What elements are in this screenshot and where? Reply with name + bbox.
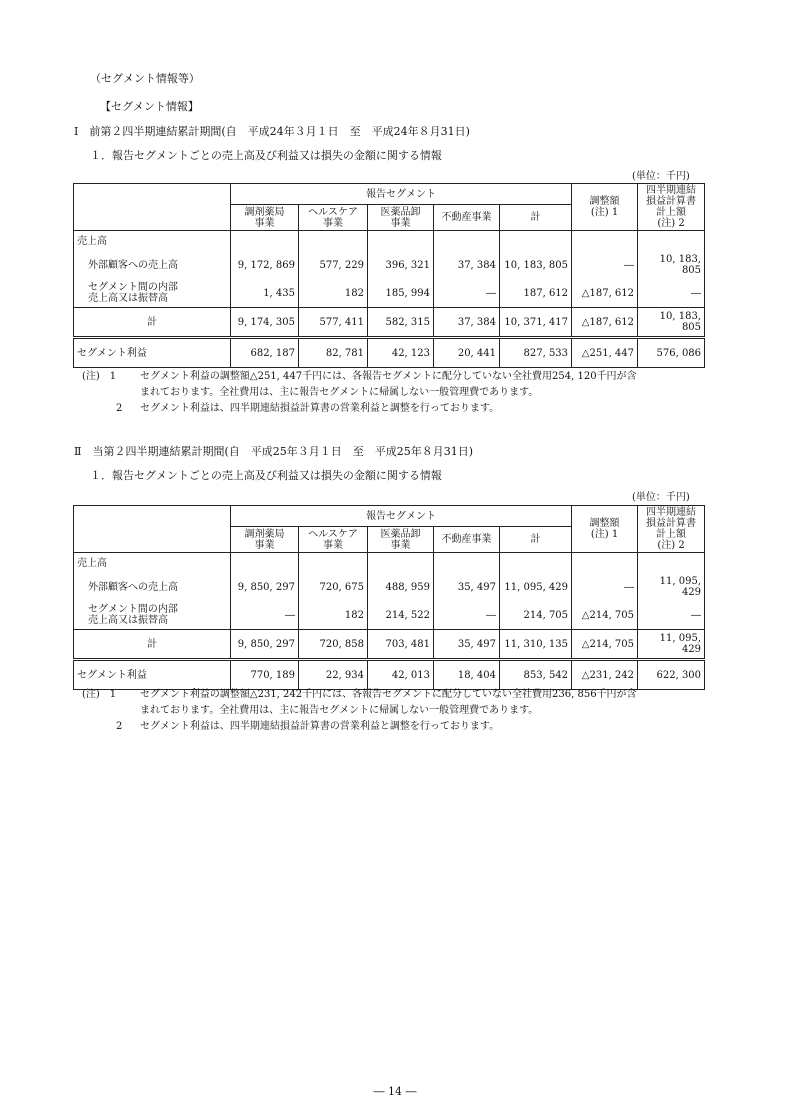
table-cell: 622, 300 xyxy=(638,660,705,690)
table-cell: 10, 183, 805 xyxy=(638,251,705,279)
table-cell: 37, 384 xyxy=(434,251,500,279)
table-cell: 214, 705 xyxy=(500,601,572,630)
table-cell: 18, 404 xyxy=(434,660,500,690)
table-cell: ― xyxy=(434,601,500,630)
row-label-external: 外部顧客への売上高 xyxy=(74,251,231,279)
row-label-profit: セグメント利益 xyxy=(74,338,231,368)
table-cell: 10, 371, 417 xyxy=(500,308,572,338)
col-subtotal: 計 xyxy=(500,527,572,553)
period2-note-text-2: セグメント利益は、四半期連結損益計算書の営業利益と調整を行っております。 xyxy=(140,721,500,732)
table-cell: ― xyxy=(572,573,638,601)
adjustment-header: 調整額 (注) 1 xyxy=(572,506,638,553)
period2-note-mark-1: (注) 1 xyxy=(82,689,117,700)
table-cell: 9, 172, 869 xyxy=(231,251,299,279)
table-cell: 182 xyxy=(299,279,368,308)
row-label-total: 計 xyxy=(74,308,231,338)
table-cell: 682, 187 xyxy=(231,338,299,368)
table-cell: ― xyxy=(434,279,500,308)
table-cell: 20, 441 xyxy=(434,338,500,368)
col-pharmacy: 調剤薬局 事業 xyxy=(231,205,299,231)
table-cell: △187, 612 xyxy=(572,279,638,308)
table-cell: ― xyxy=(638,279,705,308)
table-cell: △214, 705 xyxy=(572,601,638,630)
col-realestate: 不動産事業 xyxy=(434,205,500,231)
table-cell: 11, 095, 429 xyxy=(500,573,572,601)
table-cell: ― xyxy=(231,601,299,630)
table-cell: 577, 411 xyxy=(299,308,368,338)
table-cell: ― xyxy=(572,251,638,279)
row-label-sales: 売上高 xyxy=(74,553,231,574)
table-cell: 82, 781 xyxy=(299,338,368,368)
table-cell: △187, 612 xyxy=(572,308,638,338)
table-cell: △214, 705 xyxy=(572,630,638,660)
consolidated-header: 四半期連結 損益計算書 計上額 (注) 2 xyxy=(638,506,705,553)
period1-note-mark-2: 2 xyxy=(116,403,123,414)
period1-note-mark-1: (注) 1 xyxy=(82,371,117,382)
table-cell: 42, 123 xyxy=(368,338,434,368)
corner-cell-lower xyxy=(74,527,231,553)
adjustment-header: 調整額 (注) 1 xyxy=(572,184,638,231)
table-cell: 582, 315 xyxy=(368,308,434,338)
col-healthcare: ヘルスケア 事業 xyxy=(299,205,368,231)
table-cell: 720, 858 xyxy=(299,630,368,660)
period2-table xyxy=(73,505,705,690)
row-label-profit: セグメント利益 xyxy=(74,660,231,690)
period1-title: Ⅰ 前第２四半期連結累計期間(自 平成24年３月１日 至 平成24年８月31日) xyxy=(74,125,470,138)
section-heading: （セグメント情報等） xyxy=(90,72,200,85)
period2-note-text-1: セグメント利益の調整額△231, 242千円には、各報告セグメントに配分していない全社費用236, 856千円が含 xyxy=(140,689,637,700)
table-cell: 10, 183, 805 xyxy=(638,308,705,338)
period2-note-text-1b: まれております。全社費用は、主に報告セグメントに帰属しない一般管理費であります。 xyxy=(140,705,539,716)
row-label-sales: 売上高 xyxy=(74,231,231,252)
table-cell: 770, 189 xyxy=(231,660,299,690)
col-wholesale: 医薬品卸 事業 xyxy=(368,527,434,553)
table-cell: 42, 013 xyxy=(368,660,434,690)
table-cell: 10, 183, 805 xyxy=(500,251,572,279)
table-cell: 187, 612 xyxy=(500,279,572,308)
table-cell: 9, 850, 297 xyxy=(231,573,299,601)
period1-subtitle: １．報告セグメントごとの売上高及び利益又は損失の金額に関する情報 xyxy=(90,149,442,162)
table-cell: 827, 533 xyxy=(500,338,572,368)
table-cell: 9, 174, 305 xyxy=(231,308,299,338)
row-label-total: 計 xyxy=(74,630,231,660)
table-cell: 11, 310, 135 xyxy=(500,630,572,660)
period2-note-mark-2: 2 xyxy=(116,721,123,732)
table-cell: 185, 994 xyxy=(368,279,434,308)
table-cell: 35, 497 xyxy=(434,573,500,601)
period1-note-text-1: セグメント利益の調整額△251, 447千円には、各報告セグメントに配分していない全社費用254, 120千円が含 xyxy=(140,371,637,382)
table-cell: 703, 481 xyxy=(368,630,434,660)
table-cell: 488, 959 xyxy=(368,573,434,601)
subsection-heading: 【セグメント情報】 xyxy=(100,100,199,113)
reporting-segments-header: 報告セグメント xyxy=(231,184,572,205)
period2-subtitle: １．報告セグメントごとの売上高及び利益又は損失の金額に関する情報 xyxy=(90,469,442,482)
table-cell: 576, 086 xyxy=(638,338,705,368)
table-cell: 35, 497 xyxy=(434,630,500,660)
page-number: ― 14 ― xyxy=(373,1085,417,1098)
corner-cell-lower xyxy=(74,205,231,231)
table-cell: 9, 850, 297 xyxy=(231,630,299,660)
col-wholesale: 医薬品卸 事業 xyxy=(368,205,434,231)
table-cell: 396, 321 xyxy=(368,251,434,279)
col-subtotal: 計 xyxy=(500,205,572,231)
row-label-external: 外部顧客への売上高 xyxy=(74,573,231,601)
reporting-segments-header: 報告セグメント xyxy=(231,506,572,527)
col-realestate: 不動産事業 xyxy=(434,527,500,553)
corner-cell xyxy=(74,184,231,205)
table-cell: △231, 242 xyxy=(572,660,638,690)
period1-unit: (単位：千円) xyxy=(632,171,690,182)
row-label-inter: セグメント間の内部 売上高又は振替高 xyxy=(74,601,231,630)
table-cell: 11, 095, 429 xyxy=(638,573,705,601)
row-label-inter: セグメント間の内部 売上高又は振替高 xyxy=(74,279,231,308)
table-cell: ― xyxy=(638,601,705,630)
col-pharmacy: 調剤薬局 事業 xyxy=(231,527,299,553)
period1-note-text-2: セグメント利益は、四半期連結損益計算書の営業利益と調整を行っております。 xyxy=(140,403,500,414)
consolidated-header: 四半期連結 損益計算書 計上額 (注) 2 xyxy=(638,184,705,231)
table-cell: 577, 229 xyxy=(299,251,368,279)
period1-note-text-1b: まれております。全社費用は、主に報告セグメントに帰属しない一般管理費であります。 xyxy=(140,387,539,398)
period2-title: Ⅱ 当第２四半期連結累計期間(自 平成25年３月１日 至 平成25年８月31日) xyxy=(74,445,474,458)
table-cell: 182 xyxy=(299,601,368,630)
table-cell: 1, 435 xyxy=(231,279,299,308)
table-cell: 720, 675 xyxy=(299,573,368,601)
period1-table xyxy=(73,183,705,368)
period2-unit: (単位：千円) xyxy=(632,492,690,503)
table-cell: △251, 447 xyxy=(572,338,638,368)
table-cell: 214, 522 xyxy=(368,601,434,630)
corner-cell xyxy=(74,506,231,527)
table-cell: 37, 384 xyxy=(434,308,500,338)
table-cell: 11, 095, 429 xyxy=(638,630,705,660)
table-cell: 22, 934 xyxy=(299,660,368,690)
table-cell: 853, 542 xyxy=(500,660,572,690)
col-healthcare: ヘルスケア 事業 xyxy=(299,527,368,553)
